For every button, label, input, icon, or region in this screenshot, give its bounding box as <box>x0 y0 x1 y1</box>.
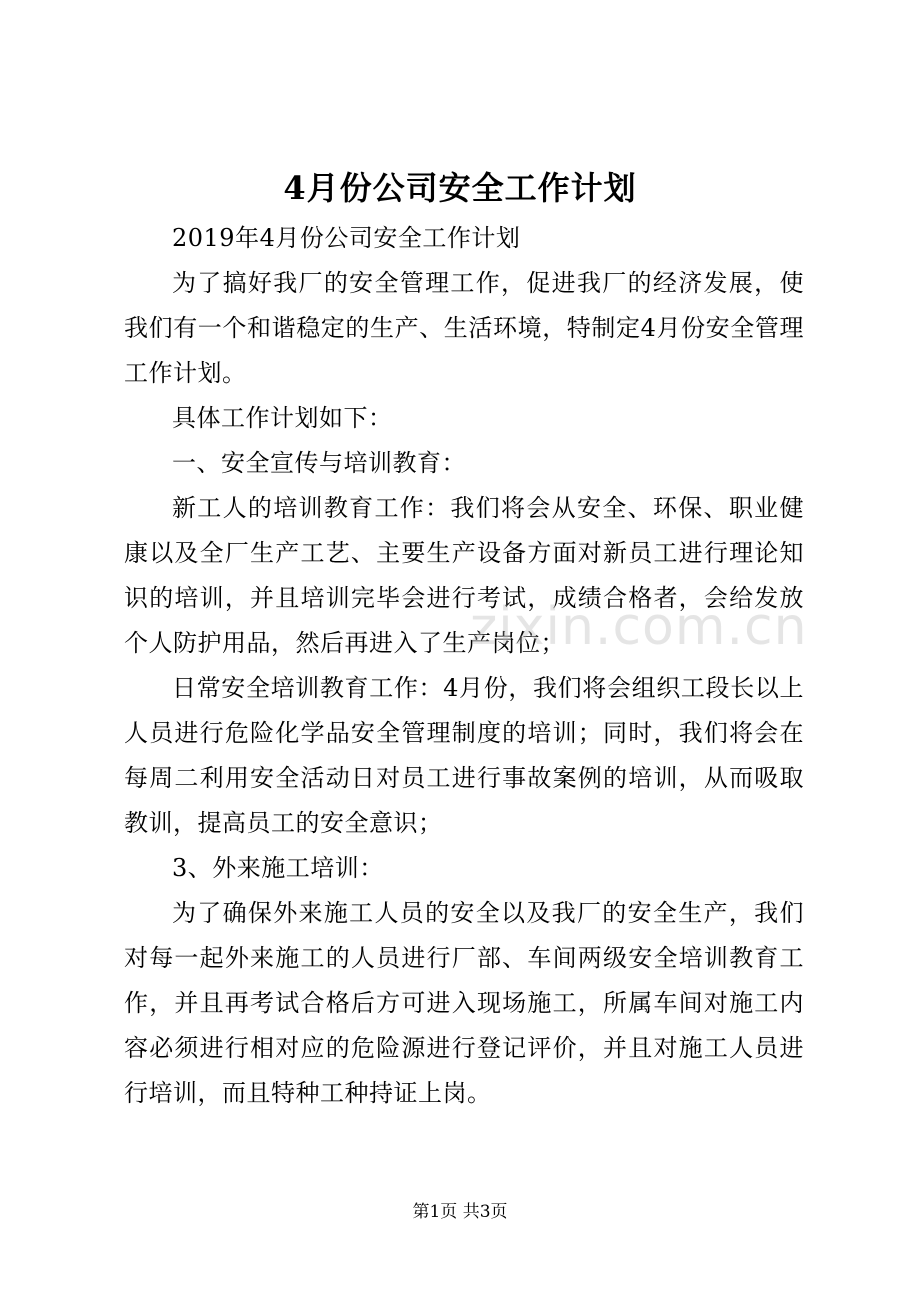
paragraph-external-construction: 为了确保外来施工人员的安全以及我厂的安全生产，我们对每一起外来施工的人员进行厂部、车间两级安全培训教育工作，并且再考试合格后方可进入现场施工，所属车间对施工内容必须进行相对应的危险源进行登记评价，并且对施工人员进行培训，而且特种工种持证上岗。 <box>124 899 804 1107</box>
paragraph-subtitle: 2019年4月份公司安全工作计划 <box>172 224 521 252</box>
paragraph-intro: 为了搞好我厂的安全管理工作，促进我厂的经济发展，使我们有一个和谐稳定的生产、生活环境，特制定4月份安全管理工作计划。 <box>124 269 804 387</box>
paragraph-daily-training: 日常安全培训教育工作：4月份，我们将会组织工段长以上人员进行危险化学品安全管理制度的培训；同时，我们将会在每周二利用安全活动日对员工进行事故案例的培训，从而吸取教训，提高员工的安全意识； <box>124 674 804 837</box>
paragraph-plan-heading: 具体工作计划如下： <box>172 404 393 432</box>
section-heading-external-training: 3、外来施工培训： <box>172 854 384 882</box>
document-title: 4月份公司安全工作计划 <box>283 169 637 207</box>
page-footer: 第1页 共3页 <box>412 1202 508 1222</box>
section-heading-safety-training: 一、安全宣传与培训教育： <box>172 449 466 477</box>
document-body <box>124 216 804 1116</box>
paragraph-new-worker-training: 新工人的培训教育工作：我们将会从安全、环保、职业健康以及全厂生产工艺、主要生产设备方面对新员工进行理论知识的培训，并且培训完毕会进行考试，成绩合格者，会给发放个人防护用品，然后再进入了生产岗位； <box>124 494 804 657</box>
watermark-text: zixin.com.cn <box>470 597 808 657</box>
